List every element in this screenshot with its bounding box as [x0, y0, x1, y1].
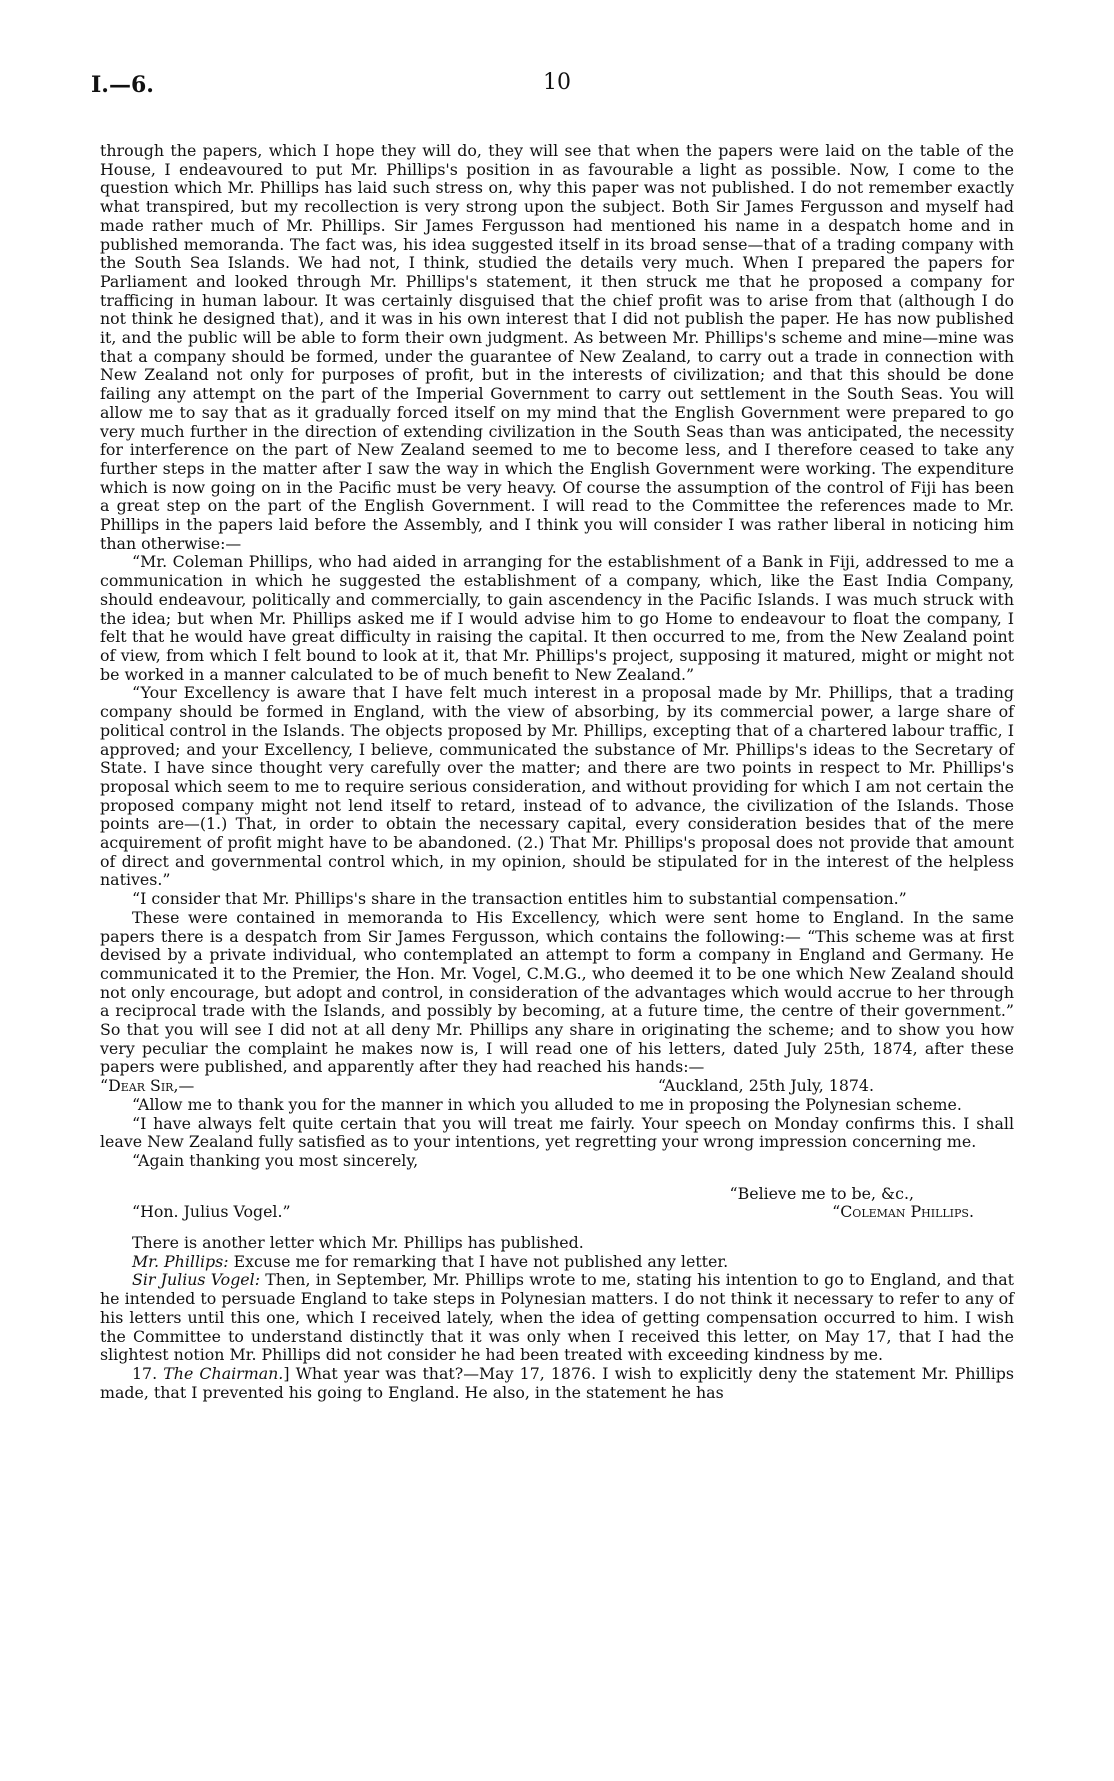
page-number: 10 — [543, 70, 571, 95]
page-header — [91, 62, 1014, 102]
letter-signature: “Coleman Phillips. — [832, 1202, 974, 1222]
testimony-text: Excuse me for remarking that I have not published any letter. — [228, 1251, 729, 1271]
question-number: 17. — [132, 1364, 164, 1383]
quote-paragraph: “I consider that Mr. Phillips's share in the transaction entitles him to substantial compensation.” — [132, 889, 907, 909]
letter-addressee: “Hon. Julius Vogel.” — [132, 1202, 291, 1222]
testimony-paragraph — [100, 1271, 1014, 1365]
body-text — [100, 142, 1014, 1402]
letter-place-date: “Auckland, 25th July, 1874. — [657, 1076, 874, 1096]
letter-closing: “Believe me to be, &c., — [729, 1183, 914, 1203]
letter-signature-block — [100, 1185, 1014, 1222]
letter-paragraph: “Allow me to thank you for the manner in which you alluded to me in proposing the Polynesian scheme. — [132, 1094, 962, 1114]
testimony-text: ] What year was that?—May 17, 1876. I wish to explicitly deny the statement Mr. Phillips made, that I prevented his going to England. He also, in the statement he has — [100, 1364, 1014, 1402]
paragraph: There is another letter which Mr. Phillips has published. — [132, 1233, 584, 1253]
testimony-text: Then, in September, Mr. Phillips wrote to me, stating his intention to go to England, and that he intended to persuade England to take steps in Polynesian matters. I do not think it necessary to refer to any of his letters until this one, which I received lately, when the idea of getting compensation occurred to him. I wish the Committee to understand distinctly that it was only when I received this letter, on May 17, that I had the slightest notion Mr. Phillips did not consider he had been treated with exceeding kindness by me. — [100, 1270, 1014, 1365]
paragraph: These were contained in memoranda to His Excellency, which were sent home to England. In the same papers there is a despatch from Sir James Fergusson, which contains the following:— “This scheme was at first devised by a private individual, who contemplated an attempt to form a company in England and Germany. He communicated it to the Premier, the Hon. Mr. Vogel, C.M.G., who deemed it to be one which New Zealand should not only encourage, but adopt and control, in consideration of the advantages which would accrue to her through a reciprocal trade with the Islands, and possibly by becoming, at a future time, the centre of their government.” So that you will see I did not at all deny Mr. Phillips any share in originating the scheme; and to show you how very peculiar the complaint he makes now is, I will read one of his letters, dated July 25th, 1874, after these papers were published, and apparently after they had reached his hands:— — [100, 907, 1014, 1077]
paragraph: through the papers, which I hope they will do, they will see that when the papers were laid on the table of the House, I endeavoured to put Mr. Phillips's position in as favourable a light as possible. Now, I come to the question which Mr. Phillips has laid such stress on, why this paper was not published. I do not remember exactly what transpired, but my recollection is very strong upon the subject. Both Sir James Fergusson and myself had made rather much of Mr. Phillips. Sir James Fergusson had mentioned his name in a despatch home and in published memoranda. The fact was, his idea suggested itself in its broad sense—that of a trading company with the South Sea Islands. We had not, I think, studied the details very much. When I prepared the papers for Parliament and looked through Mr. Phillips's statement, it then struck me that he proposed a company for trafficing in human labour. It was certainly disguised that the chief profit was to arise from that (although I do not think he designed that), and it was in his own interest that I did not publish the paper. He has now published it, and the public will be able to form their own judgment. As between Mr. Phillips's scheme and mine—mine was that a company should be formed, under the guarantee of New Zealand, to carry out a trade in connection with New Zealand not only for purposes of profit, but in the interests of civilization; and that this should be done failing any attempt on the part of the Imperial Government to carry out settlement in the South Seas. You will allow me to say that as it gradually forced itself on my mind that the English Government were prepared to go very much further in the direction of extending civilization in the South Seas than was anticipated, the necessity for interference on the part of New Zealand seemed to me to become less, and I therefore ceased to take any further steps in the matter after I saw the way in which the English Government were working. The expenditure which is now going on in the Pacific must be very heavy. Of course the assumption of the control of Fiji has been a great step on the part of the English Government. I will read to the Committee the references made to Mr. Phillips in the papers laid before the Assembly, and I think you will consider I was rather liberal in noticing him than otherwise:— — [100, 141, 1014, 553]
paper-reference: I.—6. — [91, 72, 154, 98]
letter-signature-row — [100, 1203, 1014, 1222]
speaker-name: Sir Julius Vogel: — [132, 1270, 261, 1290]
speaker-name: The Chairman. — [163, 1364, 284, 1383]
letter-heading — [100, 1077, 1014, 1096]
testimony-paragraph — [100, 1253, 1014, 1272]
quote-paragraph: “Your Excellency is aware that I have felt much interest in a proposal made by Mr. Phillips, that a trading company should be formed in England, with the view of absorbing, by its commercial power, a large share of political control in the Islands. The objects proposed by Mr. Phillips, excepting that of a chartered labour traffic, I approved; and your Excellency, I believe, communicated the substance of Mr. Phillips's ideas to the Secretary of State. I have since thought very carefully over the matter; and there are two points in respect to Mr. Phillips's proposal which seem to me to require serious consideration, and without providing for which I am not certain the proposed company might not lend itself to retard, instead of to advance, the civilization of the Islands. Those points are—(1.) That, in order to obtain the necessary capital, every consideration besides that of the mere acquirement of profit might have to be abandoned. (2.) That Mr. Phillips's proposal does not provide that amount of direct and governmental control which, in my opinion, should be stipulated for in the interest of the helpless natives.” — [100, 683, 1014, 890]
letter-paragraph: “Again thanking you most sincerely, — [132, 1150, 419, 1170]
testimony-paragraph — [100, 1365, 1014, 1402]
speaker-name: Mr. Phillips: — [132, 1251, 229, 1271]
letter-paragraph: “I have always felt quite certain that you will treat me fairly. Your speech on Monday confirms this. I shall leave New Zealand fully satisfied as to your intentions, yet regretting your wrong impression concerning me. — [100, 1113, 1014, 1152]
letter-salutation: “Dear Sir,— — [100, 1076, 195, 1096]
quote-paragraph: “Mr. Coleman Phillips, who had aided in arranging for the establishment of a Bank in Fiji, addressed to me a communication in which he suggested the establishment of a company, which, like the East India Company, should endeavour, politically and commercially, to gain ascendency in the Pacific Islands. I was much struck with the idea; but when Mr. Phillips asked me if I would advise him to go Home to endeavour to float the company, I felt that he would have great difficulty in raising the capital. It then occurred to me, from the New Zealand point of view, from which I felt bound to look at it, that Mr. Phillips's project, supposing it matured, might or might not be worked in a manner calculated to be of much benefit to New Zealand.” — [100, 552, 1014, 684]
